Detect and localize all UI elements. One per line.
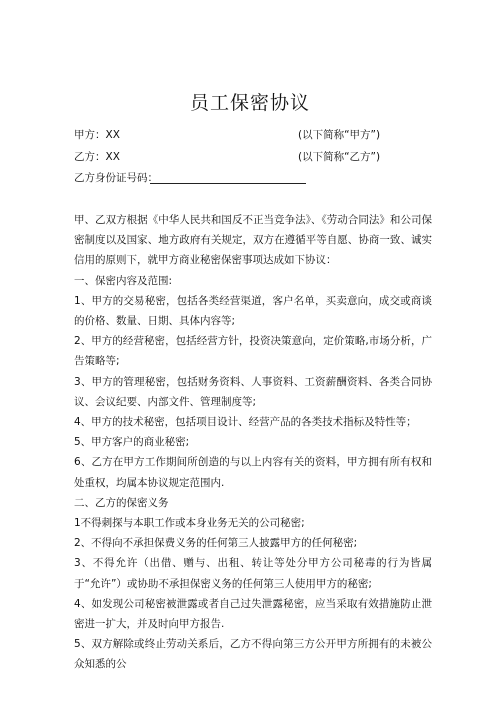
intro-paragraph: 甲、乙双方根据《中华人民共和国反不正当竞争法》、《劳动合同法》和公司保密制度以及国家、地方政府有关规定，双方在遵循平等自愿、协商一致、诚实信用的原则下，就甲方商业秘密保密事项达成如下协议： bbox=[74, 214, 432, 267]
section-2-item: 2、不得向不承担保费义务的任何第三人披露甲方的任何秘密; bbox=[74, 537, 358, 550]
id-number-label: 乙方身份证号码： bbox=[74, 172, 158, 184]
party-a-label: 甲方：XX bbox=[74, 129, 120, 141]
section-1-item: 5、甲方客户的商业秘密; bbox=[74, 436, 190, 449]
party-b-note: (以下简称“乙方”) bbox=[298, 151, 381, 163]
section-2-item: 4、如发现公司秘密被泄露或者自己过失泄露秘密，应当采取有效措施防止泄密进一扩大，并及时向甲方报告. bbox=[74, 597, 432, 631]
section-1-item: 6、乙方在甲方工作期间所创造的与以上内容有关的资料，甲方拥有所有权和处重权，均属本协议规定范围内. bbox=[74, 456, 432, 489]
section-1-heading: 一、保密内容及范围: bbox=[74, 274, 173, 287]
section-2-item: 3、不得允许（出借、赠与、出租、转让等处分甲方公司秘毒的行为皆属于“允许”）或协助不承担保密义务的任何第三人使用甲方的秘密; bbox=[74, 557, 432, 590]
document-title: 员工保密协议 bbox=[189, 92, 310, 114]
party-a-note: (以下简称“甲方”) bbox=[298, 129, 381, 141]
id-number-blank-line bbox=[150, 183, 306, 184]
section-1-item: 3、甲方的管理秘密，包括财务资料、人事资料、工资薪酬资料、各类合同协议、会议纪要、内部文件、管理制度等; bbox=[74, 375, 432, 408]
section-1-item: 2、甲方的经营秘密，包括经营方针，投资决策意向，定价策略,市场分析，广告策略等; bbox=[74, 335, 432, 368]
party-b-label: 乙方：XX bbox=[74, 151, 120, 163]
section-1-item: 1、甲方的交易秘密，包括各类经营渠道，客户名单，买卖意向，成交或商谈的价格、数量、日期、具体内容等; bbox=[74, 294, 432, 328]
agreement-body bbox=[74, 210, 432, 675]
section-2-heading: 二、乙方的保密义务 bbox=[74, 496, 169, 509]
section-2-item: 1不得刺探与本职工作或本身业务无关的公司秘密; bbox=[74, 517, 305, 530]
section-2-item: 5、双方解除或终止劳动关系后，乙方不得向第三方公开甲方所拥有的未被公众知悉的公 bbox=[74, 638, 432, 671]
section-1-item: 4、甲方的技术秘密，包括项目设计、经营产品的各类技术指标及特性等； bbox=[74, 416, 417, 429]
